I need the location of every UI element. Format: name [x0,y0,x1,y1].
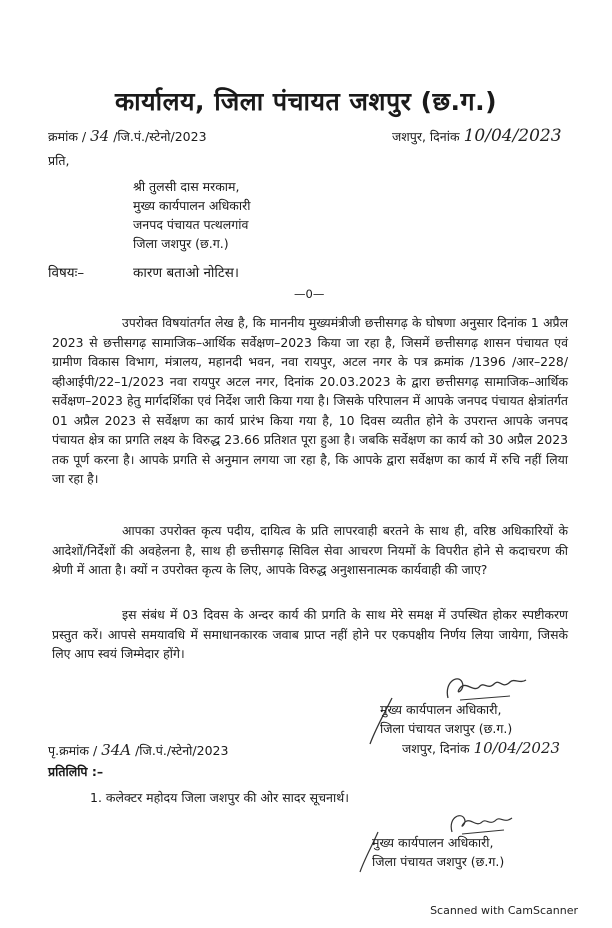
body-paragraph-1: उपरोक्त विषयांतर्गत लेख है, कि माननीय मुख्यमंत्रीजी छत्तीसगढ़ के घोषणा अनुसार दिनांक 1 अप्रैल 2023 से छत्तीसगढ़ सामाजिक–आर्थिक सर्वेक्षण–2023 किया जा रहा है, जिसमें छत्तीसगढ़ शासन पंचायत एवं ग्रामीण विकास विभाग, मंत्रालय, महानदी भवन, नवा रायपुर, अटल नगर के पत्र क्रमांक /1396 /आर–228/व्हीआईपी/22–1/2023 नवा रायपुर अटल नगर, दिनांक 20.03.2023 के द्वारा छत्तीसगढ़ सामाजिक–आर्थिक सर्वेक्षण–2023 हेतु मार्गदर्शिका एवं निर्देश जारी किया गया है। जिसके परिपालन में आपके जनपद पंचायत क्षेत्रांतर्गत 01 अप्रैल 2023 से सर्वेक्षण का कार्य प्रारंभ किया गया है, 10 दिवस व्यतीत होने के उपरान्त आपके जनपद पंचायत क्षेत्र का प्रगति लक्ष्य के विरुद्ध 23.66 प्रतिशत पूरा हुआ है। जबकि सर्वेक्षण का कार्य को 30 अप्रैल 2023 तक पूर्ण करना है। आपके प्रगति से अनुमान लगया जा रहा है, कि आपके द्वारा सर्वेक्षण का कार्य में रुचि नहीं लिया जा रहा है। [52,315,568,486]
endorsement-number: पृ.क्रमांक / 34A /जि.पं./स्टेनो/2023 [48,741,229,759]
body-paragraph-3: इस संबंध में 03 दिवस के अन्दर कार्य की प्रगति के साथ मेरे समक्ष में उपस्थित होकर स्पष्टीकरण प्रस्तुत करें। आपसे समयावधि में समाधानकारक जवाब प्राप्त नहीं होने पर एकपक्षीय निर्णय लिया जायेगा, जिसके लिए आप स्वयं जिम्मेदार होंगे। [52,607,568,661]
reference-suffix: /जि.पं./स्टेनो/2023 [113,129,207,144]
recipient-line-1: श्री तुलसी दास मरकाम, [133,179,240,194]
date-handwritten: 10/04/2023 [463,126,562,146]
body-paragraph-2: आपका उपरोक्त कृत्य पदीय, दायित्व के प्रति लापरवाही बरतने के साथ ही, वरिष्ठ अधिकारियों के आदेशों/निर्देशों की अवहेलना है, साथ ही छत्तीसगढ़ सिविल सेवा आचरण नियमों के विपरीत होने से कदाचरण की श्रेणी में आता है। क्यों न उपरोक्त कृत्य के लिए, आपके विरुद्ध अनुशासनात्मक कार्यवाही की जाए? [52,523,568,577]
signature-date-1 [402,739,560,757]
subject-text: कारण बताओ नोटिस। [133,265,239,281]
signature-date-handwritten: 10/04/2023 [473,739,561,757]
endorsement-suffix: /जि.पं./स्टेनो/2023 [135,743,229,758]
letter-date [392,126,562,146]
signatory-title-1: मुख्य कार्यपालन अधिकारी, [380,702,502,717]
subject-label: विषयः– [48,265,85,281]
reference-label: क्रमांक [48,129,78,144]
recipient-line-3: जनपद पंचायत पत्थलगांव [133,217,249,232]
signatory-office-1: जिला पंचायत जशपुर (छ.ग.) [380,721,513,736]
office-title: कार्यालय, जिला पंचायत जशपुर (छ.ग.) [114,87,498,116]
recipient-line-4: जिला जशपुर (छ.ग.) [133,236,229,251]
signature-date-label: जशपुर, दिनांक [402,741,470,756]
recipient-line-2: मुख्य कार्यपालन अधिकारी [133,198,251,213]
signatory-office-2: जिला पंचायत जशपुर (छ.ग.) [372,854,505,869]
signatory-title-2: मुख्य कार्यपालन अधिकारी, [372,835,494,850]
copy-item-1: 1. कलेक्टर महोदय जिला जशपुर की ओर सादर सूचनार्थ। [90,790,349,805]
separator: —0— [294,287,325,301]
to-label: प्रति, [48,153,70,168]
date-label: जशपुर, दिनांक [392,129,460,144]
reference-handwritten-number: 34 [90,127,110,145]
endorsement-handwritten-number: 34A [101,741,132,759]
reference-number: क्रमांक / 34 /जि.पं./स्टेनो/2023 [48,127,207,145]
endorsement-label: पृ.क्रमांक [48,743,89,758]
copy-label: प्रतिलिपि :– [48,764,104,779]
scanner-watermark: Scanned with CamScanner [430,904,578,917]
